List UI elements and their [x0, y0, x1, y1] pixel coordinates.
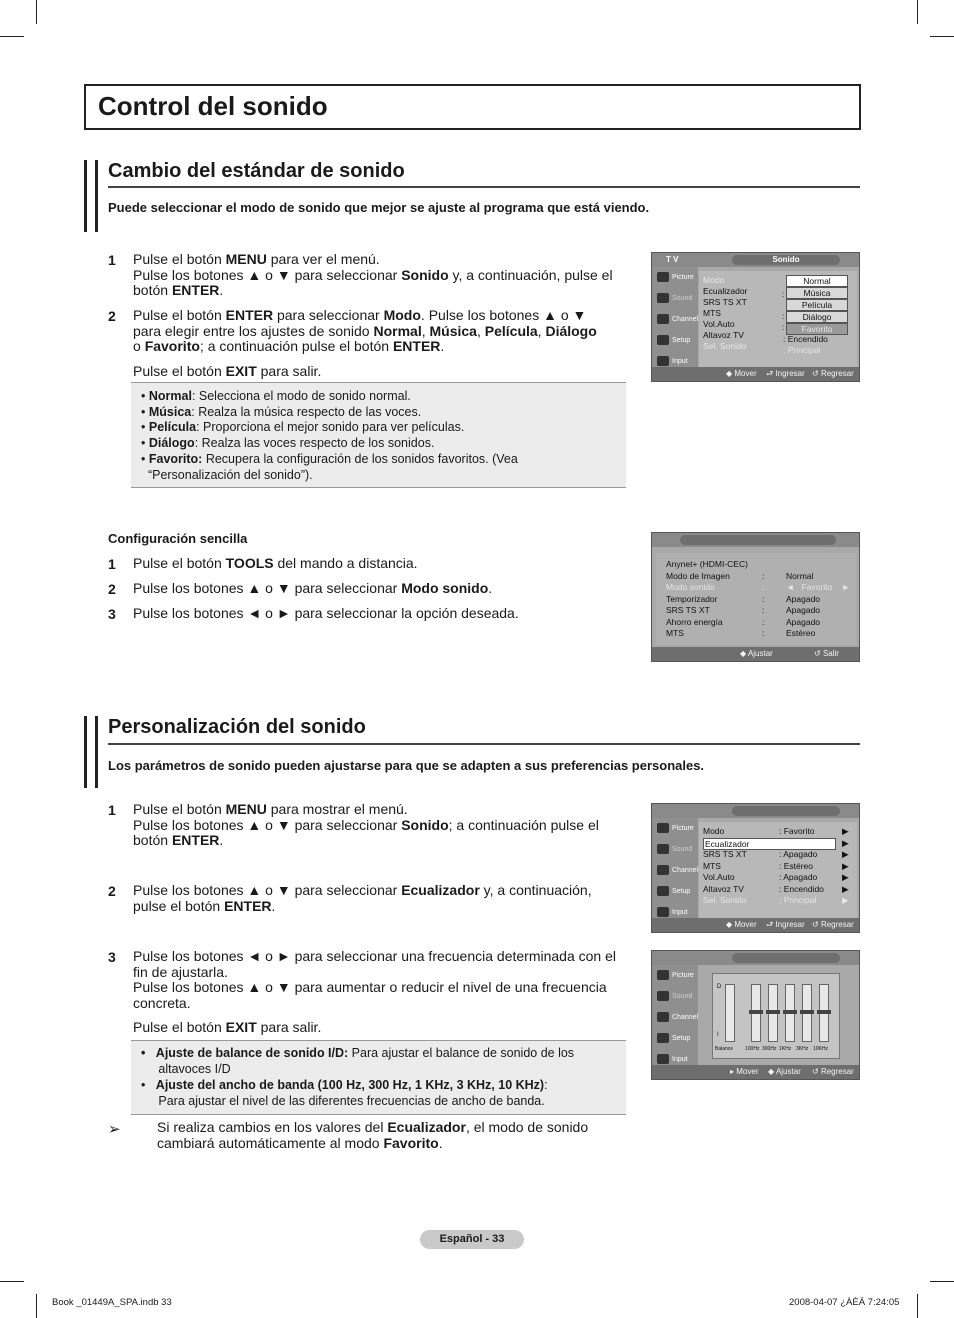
footer-date: 2008-04-07 ¿ÀÈÄ 7:24:05: [789, 1297, 900, 1308]
footer-file: Book _01449A_SPA.indb 33: [52, 1297, 172, 1308]
separator: :: [762, 593, 765, 604]
step-text: Pulse el botón MENU para ver el menú. Pulse los botones ▲ o ▼ para seleccionar Sonido y, a continuación, pulse el botón ENTER.: [133, 251, 613, 298]
menu-row-label[interactable]: Sel. Sonido: [703, 341, 747, 351]
note-item: • Ajuste del ancho de banda (100 Hz, 300 Hz, 1 KHz, 3 KHz, 10 KHz): Para ajustar el nivel de las diferentes frecuencias de ancho de banda.: [141, 1078, 548, 1109]
balance-l-label: D: [717, 984, 722, 990]
separator: :: [782, 323, 785, 332]
menu-row-value: : Encendido: [779, 883, 824, 894]
separator: :: [762, 616, 765, 627]
note-item: • Diálogo: Realza las voces respecto de los sonidos.: [141, 436, 435, 451]
tools-row-label[interactable]: Modo sonido: [666, 582, 715, 592]
separator: :: [762, 628, 765, 638]
step-text: Pulse el botón MENU para mostrar el menú. Pulse los botones ▲ o ▼ para seleccionar Sonido; a continuación pulse el botón ENTER.: [133, 801, 599, 848]
slider-handle[interactable]: [817, 1010, 831, 1014]
exit-instruction: Pulse el botón EXIT para salir.: [133, 1019, 322, 1035]
tip-text: Si realiza cambios en los valores del Ecualizador, el modo de sonido cambiará automáticamente al modo Favorito.: [157, 1119, 589, 1151]
band-label: 1KHz: [779, 1046, 792, 1052]
subheading: Configuración sencilla: [108, 531, 248, 546]
move-hint: ◆ Mover: [726, 920, 757, 929]
tools-row-value: Apagado: [786, 605, 821, 615]
menu-row-label[interactable]: MTS: [703, 860, 721, 871]
band-label: 300Hz: [762, 1046, 777, 1052]
note-item: • Película: Proporciona el mejor sonido para ver películas.: [141, 420, 465, 435]
arrow-right-icon: ▶: [842, 872, 849, 882]
menu-row-label[interactable]: SRS TS XT: [703, 849, 747, 859]
menu-row-label[interactable]: Altavoz TV: [703, 330, 744, 340]
note-item: • Ajuste de balance de sonido I/D: Para ajustar el balance de sonido de los altavoces I/D: [141, 1046, 575, 1076]
band-label: 3KHz: [796, 1046, 809, 1052]
separator: :: [782, 312, 785, 321]
return-hint: ↺ Regresar: [812, 369, 854, 378]
menu-row-label[interactable]: Modo: [703, 826, 725, 836]
side-menu-item[interactable]: Picture: [652, 818, 698, 839]
step-text: Pulse los botones ◄ o ► para seleccionar una frecuencia determinada con el fin de ajustarla. Pulse los botones ▲ o ▼ para aumentar o reducir el nivel de una frecuencia concreta.: [133, 948, 616, 1011]
page-title-box: [84, 84, 861, 130]
tv-sound-menu-screen: [651, 252, 860, 382]
menu-panel: [699, 271, 857, 367]
side-menu-item[interactable]: Sound: [652, 839, 698, 860]
step-number: 1: [108, 556, 116, 572]
tools-row-label[interactable]: MTS: [666, 628, 684, 638]
tools-row-value: Apagado: [786, 593, 821, 604]
option-item[interactable]: Diálogo: [786, 311, 848, 323]
section-rule: [108, 743, 860, 745]
step-number: 1: [108, 802, 116, 818]
crop-mark: [930, 1281, 954, 1282]
band-label: Balance: [715, 1046, 734, 1052]
tools-row-label[interactable]: Ahorro energía: [666, 616, 723, 627]
screen-header: [652, 951, 859, 965]
tools-row-value: Apagado: [786, 616, 821, 627]
side-menu: [652, 818, 698, 918]
slider-handle[interactable]: [783, 1010, 797, 1014]
screen-header: [652, 804, 859, 818]
section-bar: [84, 160, 98, 232]
arrow-right-icon: ▶: [842, 883, 849, 894]
menu-row-label[interactable]: Modo: [703, 275, 725, 285]
menu-row-value: : Apagado: [779, 849, 818, 859]
step-number: 3: [108, 606, 116, 622]
arrow-right-icon: ▶: [842, 837, 849, 848]
step-number: 2: [108, 883, 116, 899]
side-menu-item[interactable]: Sound: [652, 986, 698, 1007]
balance-r-label: I: [717, 1032, 719, 1038]
separator: :: [762, 570, 765, 581]
menu-row-value: : Estéreo: [779, 860, 814, 871]
tools-row-value: ◄ Favorito ►: [786, 582, 851, 592]
note-box: [131, 382, 626, 488]
return-hint: ↺ Regresar: [812, 920, 854, 929]
tip-arrow-icon: ➢: [108, 1121, 121, 1138]
crop-mark: [917, 1294, 918, 1318]
menu-panel: [656, 553, 856, 645]
menu-title: Sonido: [732, 255, 840, 265]
note-list: [141, 1046, 574, 1111]
separator: :: [762, 582, 765, 592]
page-title: Control del sonido: [98, 91, 328, 121]
band-label: 10KHz: [813, 1046, 829, 1052]
crop-mark: [36, 1294, 37, 1318]
arrow-right-icon: ▶: [842, 849, 849, 859]
return-hint: ↺ Regresar: [812, 1067, 854, 1076]
screen-footer: [652, 1065, 859, 1079]
menu-row-label[interactable]: Ecualizador: [703, 286, 748, 296]
equalizer-panel: [712, 973, 840, 1059]
screen-footer: [652, 647, 859, 661]
note-list: [141, 389, 518, 483]
step-number: 1: [108, 252, 116, 268]
option-item[interactable]: Película: [786, 299, 848, 311]
step-text: Pulse el botón ENTER para seleccionar Modo. Pulse los botones ▲ o ▼ para elegir entre los ajustes de sonido Normal, Música, Película, Diálogo o Favorito; a continuación pulse el botón ENTER.: [133, 307, 597, 354]
menu-row-label[interactable]: SRS TS XT: [703, 297, 747, 307]
crop-mark: [930, 36, 954, 37]
tv-label: T V: [666, 255, 679, 264]
options-dropdown[interactable]: [786, 275, 848, 335]
screen-header: [652, 253, 859, 267]
enter-hint: ⮐ Ingresar: [766, 920, 805, 929]
arrow-right-icon: ▶: [842, 826, 849, 836]
arrow-right-icon: ▶: [842, 860, 849, 871]
side-menu: [652, 965, 698, 1065]
tools-row-value: Estéreo: [786, 628, 816, 638]
arrow-right-icon: ▶: [842, 895, 849, 905]
separator: :: [762, 605, 765, 615]
note-item: • Normal: Selecciona el modo de sonido normal.: [141, 389, 411, 403]
side-menu-item[interactable]: Channel: [652, 860, 698, 881]
section-intro: Los parámetros de sonido pueden ajustarse para que se adapten a sus preferencias personales.: [108, 758, 705, 773]
side-menu-item[interactable]: Input: [652, 1049, 698, 1070]
exit-hint: ↺ Salir: [814, 649, 839, 658]
tv-equalizer-screen: [651, 950, 860, 1080]
menu-row-label[interactable]: MTS: [703, 308, 721, 318]
tv-tools-menu-screen: [651, 532, 860, 662]
adjust-hint: ◆ Ajustar: [768, 1067, 801, 1076]
balance-slider[interactable]: [725, 984, 735, 1042]
crop-mark: [917, 0, 918, 24]
menu-row-value: : Principal: [779, 895, 817, 905]
side-menu-item[interactable]: Channel: [652, 1007, 698, 1028]
tools-row-label[interactable]: Modo de Imagen: [666, 570, 730, 581]
section-rule: [108, 186, 860, 188]
band-label: 100Hz: [745, 1046, 760, 1052]
sel-sonido-value: : Principal: [783, 345, 821, 355]
side-menu-item[interactable]: Input: [652, 351, 698, 372]
altavoz-value: : Encendido: [783, 334, 828, 344]
option-item[interactable]: Música: [786, 287, 848, 299]
menu-panel: [699, 822, 857, 918]
section-title: Cambio del estándar de sonido: [108, 160, 405, 182]
move-hint: ◆ Mover: [726, 369, 757, 378]
step-number: 2: [108, 581, 116, 597]
step-text: Pulse los botones ▲ o ▼ para seleccionar Ecualizador y, a continuación, pulse el botón ENTER.: [133, 882, 592, 914]
slider-handle[interactable]: [749, 1010, 763, 1014]
side-menu-item[interactable]: Setup: [652, 1028, 698, 1049]
menu-row-label[interactable]: Altavoz TV: [703, 883, 744, 894]
crop-mark: [36, 0, 37, 24]
menu-row-value: : Apagado: [779, 872, 818, 882]
move-hint: ▸ Mover: [730, 1067, 759, 1076]
step-text: Pulse los botones ◄ o ► para seleccionar la opción deseada.: [133, 605, 519, 621]
separator: :: [782, 290, 785, 299]
option-item[interactable]: Normal: [786, 275, 848, 287]
page-number: Español - 33: [420, 1230, 524, 1249]
note-item: • Música: Realza la música respecto de las voces.: [141, 404, 422, 419]
menu-title: [732, 806, 840, 816]
step-text: Pulse los botones ▲ o ▼ para seleccionar Modo sonido.: [133, 580, 493, 596]
menu-row-label[interactable]: Sel. Sonido: [703, 895, 747, 905]
section-bar: [84, 716, 98, 788]
tools-row-label[interactable]: Temporizador: [666, 593, 718, 604]
exit-instruction: Pulse el botón EXIT para salir.: [133, 363, 322, 379]
step-number: 3: [108, 949, 116, 965]
side-menu-item[interactable]: Setup: [652, 881, 698, 902]
crop-mark: [0, 36, 24, 37]
side-menu-item[interactable]: Sound: [652, 288, 698, 309]
enter-hint: ⮐ Ingresar: [766, 369, 805, 378]
tools-row-label[interactable]: Anynet+ (HDMI-CEC): [666, 559, 748, 569]
side-menu-item[interactable]: Picture: [652, 267, 698, 288]
screen-header: [652, 533, 859, 547]
side-menu: [652, 267, 698, 367]
tools-row-value: Normal: [786, 570, 814, 581]
menu-title: [680, 535, 836, 545]
adjust-hint: ◆ Ajustar: [740, 649, 773, 658]
note-item: • Favorito: Recupera la configuración de los sonidos favoritos. (Vea “Personalización del sonido”).: [141, 451, 518, 482]
section-intro: Puede seleccionar el modo de sonido que mejor se ajuste al programa que está viendo.: [108, 200, 650, 215]
side-menu-item[interactable]: Input: [652, 902, 698, 923]
menu-title: [732, 953, 840, 963]
option-item[interactable]: Favorito: [786, 323, 848, 335]
side-menu-item[interactable]: Setup: [652, 330, 698, 351]
note-box: [131, 1040, 626, 1115]
side-menu-item[interactable]: Channel: [652, 309, 698, 330]
tv-sound-settings-screen: [651, 803, 860, 933]
slider-handle[interactable]: [800, 1010, 814, 1014]
menu-row-value: : Favorito: [779, 826, 815, 836]
slider-handle[interactable]: [766, 1010, 780, 1014]
menu-row-label[interactable]: Vol.Auto: [703, 319, 735, 329]
screen-footer: [652, 918, 859, 932]
step-number: 2: [108, 308, 116, 324]
menu-row-label[interactable]: Ecualizador: [703, 838, 836, 850]
section-title: Personalización del sonido: [108, 716, 366, 738]
step-text: Pulse el botón TOOLS del mando a distancia.: [133, 555, 418, 571]
tools-row-label[interactable]: SRS TS XT: [666, 605, 710, 615]
crop-mark: [0, 1281, 24, 1282]
side-menu-item[interactable]: Picture: [652, 965, 698, 986]
menu-row-label[interactable]: Vol.Auto: [703, 872, 735, 882]
screen-footer: [652, 367, 859, 381]
